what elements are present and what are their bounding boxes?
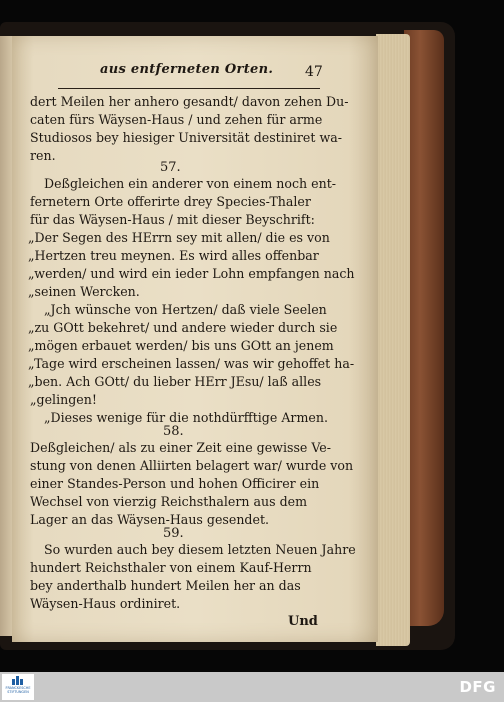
text-line: Wäysen-Haus ordiniret. bbox=[30, 596, 181, 611]
text-line: „gelingen! bbox=[30, 392, 97, 407]
running-head: aus entferneten Orten. bbox=[100, 62, 274, 77]
text-line: „ben. Ach GOtt/ du lieber HErr JEsu/ laß alles bbox=[28, 374, 322, 389]
text-line: caten fürs Wäysen-Haus / und zehen für arme bbox=[30, 112, 323, 127]
text-line: So wurden auch bey diesem letzten Neuen Jahre bbox=[44, 542, 356, 557]
section-number: 57. bbox=[160, 160, 181, 175]
text-line: Studiosos bey hiesiger Universität destiniret wa- bbox=[30, 130, 342, 145]
text-line: „Hertzen treu meynen. Es wird alles offenbar bbox=[28, 248, 319, 263]
page-number: 47 bbox=[305, 64, 323, 80]
section-number: 58. bbox=[163, 424, 184, 439]
viewer-footer-bar bbox=[0, 672, 504, 702]
text-line: einer Standes-Person und hohen Officirer ein bbox=[30, 476, 320, 491]
page-fore-edge bbox=[376, 34, 410, 646]
catchword: Und bbox=[288, 614, 318, 629]
logo-text bbox=[6, 686, 31, 694]
text-line: „zu GOtt bekehret/ und andere wieder durch sie bbox=[28, 320, 338, 335]
text-line: hundert Reichsthaler von einem Kauf-Herrn bbox=[30, 560, 312, 575]
book-cover-edge bbox=[404, 30, 444, 626]
text-line: Deßgleichen ein anderer von einem noch ent- bbox=[44, 176, 337, 191]
francke-logo[interactable] bbox=[2, 674, 34, 700]
logo-text-line-1: FRANCKESCHE bbox=[5, 686, 31, 690]
text-line: dert Meilen her anhero gesandt/ davon zehen Du- bbox=[30, 94, 349, 109]
text-line: Deßgleichen/ als zu einer Zeit eine gewisse Ve- bbox=[30, 440, 332, 455]
text-line: Lager an das Wäysen-Haus gesendet. bbox=[30, 512, 270, 527]
text-line: fernetern Orte offerirte drey Species-Thaler bbox=[30, 194, 311, 209]
logo-text-line-2: STIFTUNGEN bbox=[7, 690, 29, 694]
text-line: bey anderthalb hundert Meilen her an das bbox=[30, 578, 301, 593]
text-line: „Tage wird erscheinen lassen/ was wir gehoffet ha- bbox=[28, 356, 355, 371]
text-line: für das Wäysen-Haus / mit dieser Beyschrift: bbox=[30, 212, 315, 227]
header-rule bbox=[58, 88, 320, 89]
text-line: „seinen Wercken. bbox=[28, 284, 140, 299]
text-line: stung von denen Alliirten belagert war/ wurde von bbox=[30, 458, 354, 473]
page-header bbox=[100, 62, 322, 84]
section-number: 59. bbox=[163, 526, 184, 541]
logo-mark-icon bbox=[12, 676, 24, 685]
text-line: „mögen erbauet werden/ bis uns GOtt an jenem bbox=[28, 338, 334, 353]
text-line: ren. bbox=[30, 148, 56, 163]
text-line: Wechsel von vierzig Reichsthalern aus dem bbox=[30, 494, 308, 509]
text-line: „werden/ und wird ein ieder Lohn empfangen nach bbox=[28, 266, 355, 281]
text-line: „Der Segen des HErrn sey mit allen/ die es von bbox=[28, 230, 330, 245]
text-line: „Dieses wenige für die nothdürfftige Armen. bbox=[44, 410, 328, 425]
text-line: „Jch wünsche von Hertzen/ daß viele Seelen bbox=[44, 302, 327, 317]
dfg-logo[interactable]: DFG bbox=[459, 678, 496, 696]
